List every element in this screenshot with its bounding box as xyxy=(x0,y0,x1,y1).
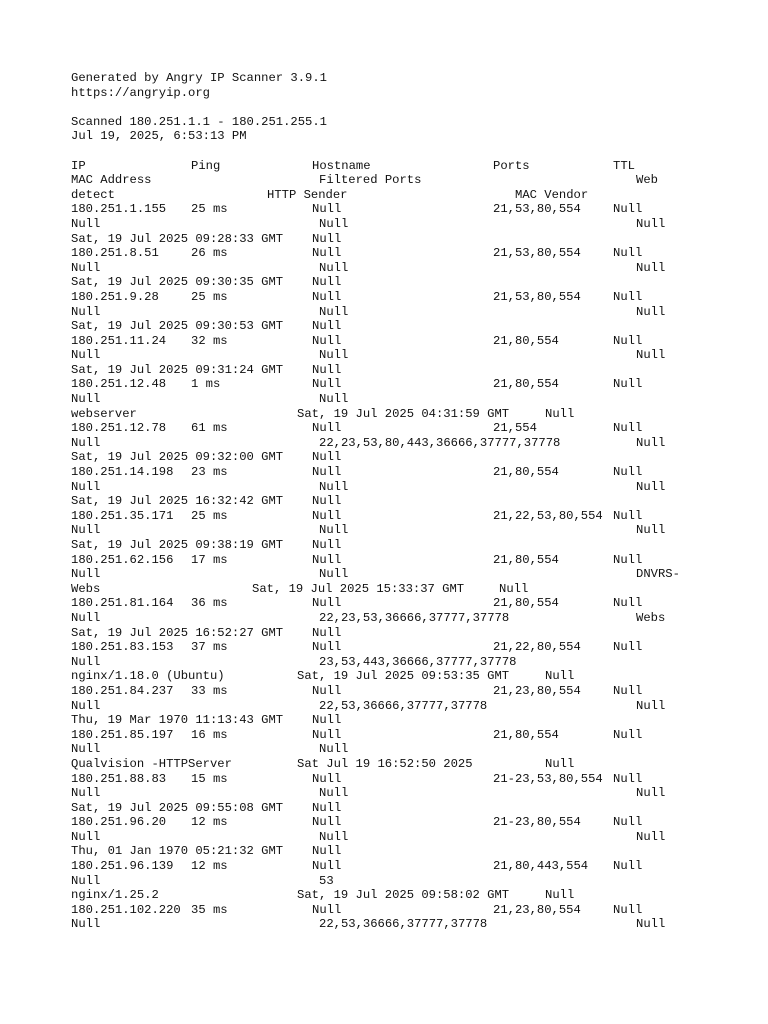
result-row-cont xyxy=(71,348,731,363)
ip-address: 180.251.8.51 xyxy=(71,246,159,261)
ip-address: 180.251.81.164 xyxy=(71,596,174,611)
http-sender-value: Null xyxy=(312,494,342,509)
result-row-cont xyxy=(71,319,731,334)
result-row-cont xyxy=(71,844,731,859)
web-detect-cont: Qualvision -HTTPServer xyxy=(71,756,232,771)
column-header-line-2 xyxy=(71,173,731,188)
filtered-ports-value: 53 xyxy=(319,873,334,888)
web-detect-value: Null xyxy=(636,435,666,450)
ip-address: 180.251.62.156 xyxy=(71,552,174,567)
col-hostname: Hostname xyxy=(312,158,371,173)
hostname-value: Null xyxy=(312,771,342,786)
filtered-ports-value: Null xyxy=(319,479,349,494)
web-detect-value: Null xyxy=(636,348,666,363)
web-detect-cont: Webs xyxy=(71,581,101,596)
ttl-value: Null xyxy=(613,815,643,830)
mac-address-value: Null xyxy=(71,742,101,757)
ip-address: 180.251.1.155 xyxy=(71,202,167,217)
scan-report xyxy=(71,71,731,932)
result-row-cont xyxy=(71,655,731,670)
ping-value: 23 ms xyxy=(191,465,228,480)
web-detect-value: Null xyxy=(636,698,666,713)
result-row-cont xyxy=(71,874,731,889)
ttl-value: Null xyxy=(613,596,643,611)
ip-address: 180.251.96.139 xyxy=(71,859,174,874)
result-row xyxy=(71,290,731,305)
ping-value: 25 ms xyxy=(191,289,228,304)
web-detect-cont: Thu, 01 Jan 1970 05:21:32 GMT xyxy=(71,844,284,859)
result-row xyxy=(71,640,731,655)
result-row-cont xyxy=(71,801,731,816)
result-row xyxy=(71,859,731,874)
result-row-cont xyxy=(71,757,731,772)
ping-value: 15 ms xyxy=(191,771,228,786)
result-row-cont xyxy=(71,538,731,553)
col-mac-vendor: MAC Vendor xyxy=(515,187,589,202)
ip-address: 180.251.12.48 xyxy=(71,377,167,392)
web-detect-value: Null xyxy=(636,917,666,932)
result-row-cont xyxy=(71,611,731,626)
ip-address: 180.251.83.153 xyxy=(71,640,174,655)
ping-value: 32 ms xyxy=(191,333,228,348)
web-detect-cont: Sat, 19 Jul 2025 09:28:33 GMT xyxy=(71,231,284,246)
result-row xyxy=(71,377,731,392)
web-detect-cont: Sat, 19 Jul 2025 16:52:27 GMT xyxy=(71,625,284,640)
ip-address: 180.251.14.198 xyxy=(71,465,174,480)
ports-value: 21,22,53,80,554 xyxy=(493,508,603,523)
web-detect-cont: Sat, 19 Jul 2025 09:38:19 GMT xyxy=(71,538,284,552)
ping-value: 33 ms xyxy=(191,683,228,698)
http-sender-value: Null xyxy=(312,275,342,290)
web-detect-cont: Sat, 19 Jul 2025 09:55:08 GMT xyxy=(71,800,284,815)
result-row xyxy=(71,421,731,436)
ttl-value: Null xyxy=(613,859,643,874)
mac-address-value: Null xyxy=(71,435,101,450)
col-filtered-ports: Filtered Ports xyxy=(319,173,422,188)
result-row-cont xyxy=(71,888,731,903)
result-row-cont xyxy=(71,363,731,378)
result-row xyxy=(71,553,731,568)
result-row-cont xyxy=(71,742,731,757)
filtered-ports-value: Null xyxy=(319,742,349,757)
scan-date: Jul 19, 2025, 6:53:13 PM xyxy=(71,129,247,144)
ports-value: 21,80,443,554 xyxy=(493,859,589,874)
ip-address: 180.251.96.20 xyxy=(71,815,167,830)
hostname-value: Null xyxy=(312,333,342,348)
hostname-value: Null xyxy=(312,246,342,261)
result-row-cont xyxy=(71,626,731,641)
http-sender-value: Null xyxy=(312,800,342,815)
hostname-value: Null xyxy=(312,640,342,655)
hostname-value: Null xyxy=(312,552,342,567)
mac-address-value: Null xyxy=(71,216,101,231)
result-row xyxy=(71,903,731,918)
ttl-value: Null xyxy=(613,552,643,567)
result-row xyxy=(71,596,731,611)
ports-value: 21,80,554 xyxy=(493,377,559,392)
generator-url: https://angryip.org xyxy=(71,85,210,100)
hostname-value: Null xyxy=(312,902,342,917)
filtered-ports-value: Null xyxy=(319,348,349,363)
ttl-value: Null xyxy=(613,771,643,786)
ports-value: 21,80,554 xyxy=(493,333,559,348)
hostname-value: Null xyxy=(312,289,342,304)
result-row-cont xyxy=(71,232,731,247)
hostname-value: Null xyxy=(312,377,342,392)
result-row-cont xyxy=(71,436,731,451)
result-row-cont xyxy=(71,217,731,232)
http-sender-value: Null xyxy=(312,231,342,246)
ttl-value: Null xyxy=(613,727,643,742)
mac-address-value: Null xyxy=(71,829,101,844)
web-detect-value: Null xyxy=(636,829,666,844)
ip-address: 180.251.88.83 xyxy=(71,771,167,786)
mac-address-value: Null xyxy=(71,917,101,932)
mac-address-value: Null xyxy=(71,654,101,669)
http-sender-value: Null xyxy=(312,362,342,377)
hostname-value: Null xyxy=(312,508,342,523)
filtered-ports-value: 22,53,36666,37777,37778 xyxy=(319,698,488,713)
ping-value: 36 ms xyxy=(191,596,228,611)
col-mac-address: MAC Address xyxy=(71,173,152,188)
hostname-value: Null xyxy=(312,859,342,874)
col-http-sender: HTTP Sender xyxy=(267,187,348,202)
mac-vendor-value: Null xyxy=(545,669,575,684)
col-web-detect: Web xyxy=(636,173,658,188)
web-detect-cont: Sat, 19 Jul 2025 16:32:42 GMT xyxy=(71,494,284,509)
ports-value: 21,80,554 xyxy=(493,596,559,611)
result-row xyxy=(71,684,731,699)
ping-value: 25 ms xyxy=(191,202,228,217)
http-sender-value: Sat Jul 19 16:52:50 2025 xyxy=(297,756,473,771)
result-row xyxy=(71,246,731,261)
ttl-value: Null xyxy=(613,333,643,348)
result-row-cont xyxy=(71,407,731,422)
mac-vendor-value: Null xyxy=(545,888,575,903)
mac-address-value: Null xyxy=(71,698,101,713)
web-detect-value: Null xyxy=(636,216,666,231)
mac-address-value: Null xyxy=(71,479,101,494)
filtered-ports-value: 22,23,53,80,443,36666,37777,37778 xyxy=(319,435,561,450)
spacer xyxy=(71,100,731,115)
ttl-value: Null xyxy=(613,289,643,304)
ports-value: 21-23,53,80,554 xyxy=(493,771,603,786)
hostname-value: Null xyxy=(312,683,342,698)
hostname-value: Null xyxy=(312,727,342,742)
ports-value: 21,23,80,554 xyxy=(493,902,581,917)
web-detect-value: Null xyxy=(636,304,666,319)
ports-value: 21,80,554 xyxy=(493,552,559,567)
filtered-ports-value: Null xyxy=(319,260,349,275)
http-sender-value: Null xyxy=(312,450,342,465)
mac-vendor-value: Null xyxy=(545,406,575,421)
ip-address: 180.251.11.24 xyxy=(71,333,167,348)
mac-address-value: Null xyxy=(71,873,101,888)
ping-value: 17 ms xyxy=(191,552,228,567)
result-row-cont xyxy=(71,523,731,538)
result-row-cont xyxy=(71,669,731,684)
ip-address: 180.251.12.78 xyxy=(71,421,167,436)
web-detect-value: Null xyxy=(636,786,666,801)
http-sender-value: Sat, 19 Jul 2025 15:33:37 GMT xyxy=(252,581,465,596)
mac-vendor-value: Null xyxy=(499,581,529,596)
web-detect-cont: nginx/1.18.0 (Ubuntu) xyxy=(71,669,225,684)
mac-vendor-value: Null xyxy=(545,756,575,771)
http-sender-value: Sat, 19 Jul 2025 09:58:02 GMT xyxy=(297,888,510,903)
hostname-value: Null xyxy=(312,596,342,611)
mac-address-value: Null xyxy=(71,260,101,275)
result-row xyxy=(71,465,731,480)
result-row-cont xyxy=(71,567,731,582)
ports-value: 21-23,80,554 xyxy=(493,815,581,830)
web-detect-cont: nginx/1.25.2 xyxy=(71,888,159,903)
ping-value: 12 ms xyxy=(191,859,228,874)
ttl-value: Null xyxy=(613,508,643,523)
ports-value: 21,53,80,554 xyxy=(493,246,581,261)
scanned-range: Scanned 180.251.1.1 - 180.251.255.1 xyxy=(71,114,327,129)
ttl-value: Null xyxy=(613,202,643,217)
http-sender-value: Null xyxy=(312,538,342,552)
hostname-value: Null xyxy=(312,815,342,830)
web-detect-value: DNVRS- xyxy=(636,567,680,582)
ttl-value: Null xyxy=(613,246,643,261)
ttl-value: Null xyxy=(613,465,643,480)
http-sender-value: Sat, 19 Jul 2025 09:53:35 GMT xyxy=(297,669,510,684)
result-row-cont xyxy=(71,261,731,276)
http-sender-value: Null xyxy=(312,713,342,728)
ping-value: 12 ms xyxy=(191,815,228,830)
result-row-cont xyxy=(71,480,731,495)
col-ports: Ports xyxy=(493,158,530,173)
mac-address-value: Null xyxy=(71,786,101,801)
result-row-cont xyxy=(71,917,731,932)
ports-value: 21,554 xyxy=(493,421,537,436)
result-row-cont xyxy=(71,713,731,728)
ip-address: 180.251.85.197 xyxy=(71,727,174,742)
ttl-value: Null xyxy=(613,421,643,436)
ports-value: 21,53,80,554 xyxy=(493,289,581,304)
web-detect-cont: Sat, 19 Jul 2025 09:30:35 GMT xyxy=(71,275,284,290)
result-row-cont xyxy=(71,450,731,465)
ip-address: 180.251.9.28 xyxy=(71,289,159,304)
column-header-line-3 xyxy=(71,188,731,203)
result-row-cont xyxy=(71,392,731,407)
ip-address: 180.251.102.220 xyxy=(71,902,181,917)
col-ping: Ping xyxy=(191,158,221,173)
web-detect-value: Null xyxy=(636,260,666,275)
mac-address-value: Null xyxy=(71,348,101,363)
filtered-ports-value: Null xyxy=(319,392,349,407)
column-header-line-1 xyxy=(71,159,731,174)
ports-value: 21,22,80,554 xyxy=(493,640,581,655)
spacer xyxy=(71,144,731,159)
result-row-cont xyxy=(71,699,731,714)
generator-line: Generated by Angry IP Scanner 3.9.1 xyxy=(71,71,327,85)
hostname-value: Null xyxy=(312,202,342,217)
http-sender-value: Null xyxy=(312,625,342,640)
mac-address-value: Null xyxy=(71,523,101,538)
ttl-value: Null xyxy=(613,377,643,392)
ttl-value: Null xyxy=(613,683,643,698)
col-ttl: TTL xyxy=(613,158,635,173)
ttl-value: Null xyxy=(613,640,643,655)
http-sender-value: Null xyxy=(312,844,342,859)
result-row xyxy=(71,815,731,830)
web-detect-cont: webserver xyxy=(71,406,137,421)
ping-value: 25 ms xyxy=(191,508,228,523)
col-web-detect-cont: detect xyxy=(71,187,115,202)
web-detect-cont: Thu, 19 Mar 1970 11:13:43 GMT xyxy=(71,713,284,728)
result-row xyxy=(71,334,731,349)
filtered-ports-value: 22,53,36666,37777,37778 xyxy=(319,917,488,932)
result-row xyxy=(71,509,731,524)
result-row-cont xyxy=(71,494,731,509)
filtered-ports-value: 22,23,53,36666,37777,37778 xyxy=(319,610,510,625)
result-row-cont xyxy=(71,582,731,597)
ports-value: 21,23,80,554 xyxy=(493,683,581,698)
col-ip: IP xyxy=(71,158,86,173)
web-detect-cont: Sat, 19 Jul 2025 09:30:53 GMT xyxy=(71,319,284,334)
result-row-cont xyxy=(71,830,731,845)
result-row xyxy=(71,772,731,787)
web-detect-value: Null xyxy=(636,523,666,538)
filtered-ports-value: Null xyxy=(319,829,349,844)
results-list xyxy=(71,202,731,932)
ping-value: 37 ms xyxy=(191,640,228,655)
result-row xyxy=(71,202,731,217)
ports-value: 21,53,80,554 xyxy=(493,202,581,217)
filtered-ports-value: Null xyxy=(319,216,349,231)
result-row xyxy=(71,728,731,743)
ports-value: 21,80,554 xyxy=(493,727,559,742)
mac-address-value: Null xyxy=(71,392,101,407)
web-detect-value: Webs xyxy=(636,610,666,625)
result-row-cont xyxy=(71,786,731,801)
hostname-value: Null xyxy=(312,421,342,436)
ports-value: 21,80,554 xyxy=(493,465,559,480)
web-detect-value: Null xyxy=(636,479,666,494)
hostname-value: Null xyxy=(312,465,342,480)
filtered-ports-value: Null xyxy=(319,786,349,801)
ping-value: 1 ms xyxy=(191,377,221,392)
mac-address-value: Null xyxy=(71,304,101,319)
filtered-ports-value: Null xyxy=(319,304,349,319)
mac-address-value: Null xyxy=(71,567,101,582)
web-detect-cont: Sat, 19 Jul 2025 09:31:24 GMT xyxy=(71,362,284,377)
ttl-value: Null xyxy=(613,902,643,917)
filtered-ports-value: Null xyxy=(319,567,349,582)
ping-value: 35 ms xyxy=(191,902,228,917)
result-row-cont xyxy=(71,275,731,290)
ping-value: 26 ms xyxy=(191,246,228,261)
mac-address-value: Null xyxy=(71,610,101,625)
ip-address: 180.251.84.237 xyxy=(71,683,174,698)
ip-address: 180.251.35.171 xyxy=(71,508,174,523)
web-detect-cont: Sat, 19 Jul 2025 09:32:00 GMT xyxy=(71,450,284,465)
result-row-cont xyxy=(71,305,731,320)
ping-value: 16 ms xyxy=(191,727,228,742)
filtered-ports-value: Null xyxy=(319,523,349,538)
ping-value: 61 ms xyxy=(191,421,228,436)
http-sender-value: Null xyxy=(312,319,342,334)
http-sender-value: Sat, 19 Jul 2025 04:31:59 GMT xyxy=(297,406,510,421)
filtered-ports-value: 23,53,443,36666,37777,37778 xyxy=(319,654,517,669)
